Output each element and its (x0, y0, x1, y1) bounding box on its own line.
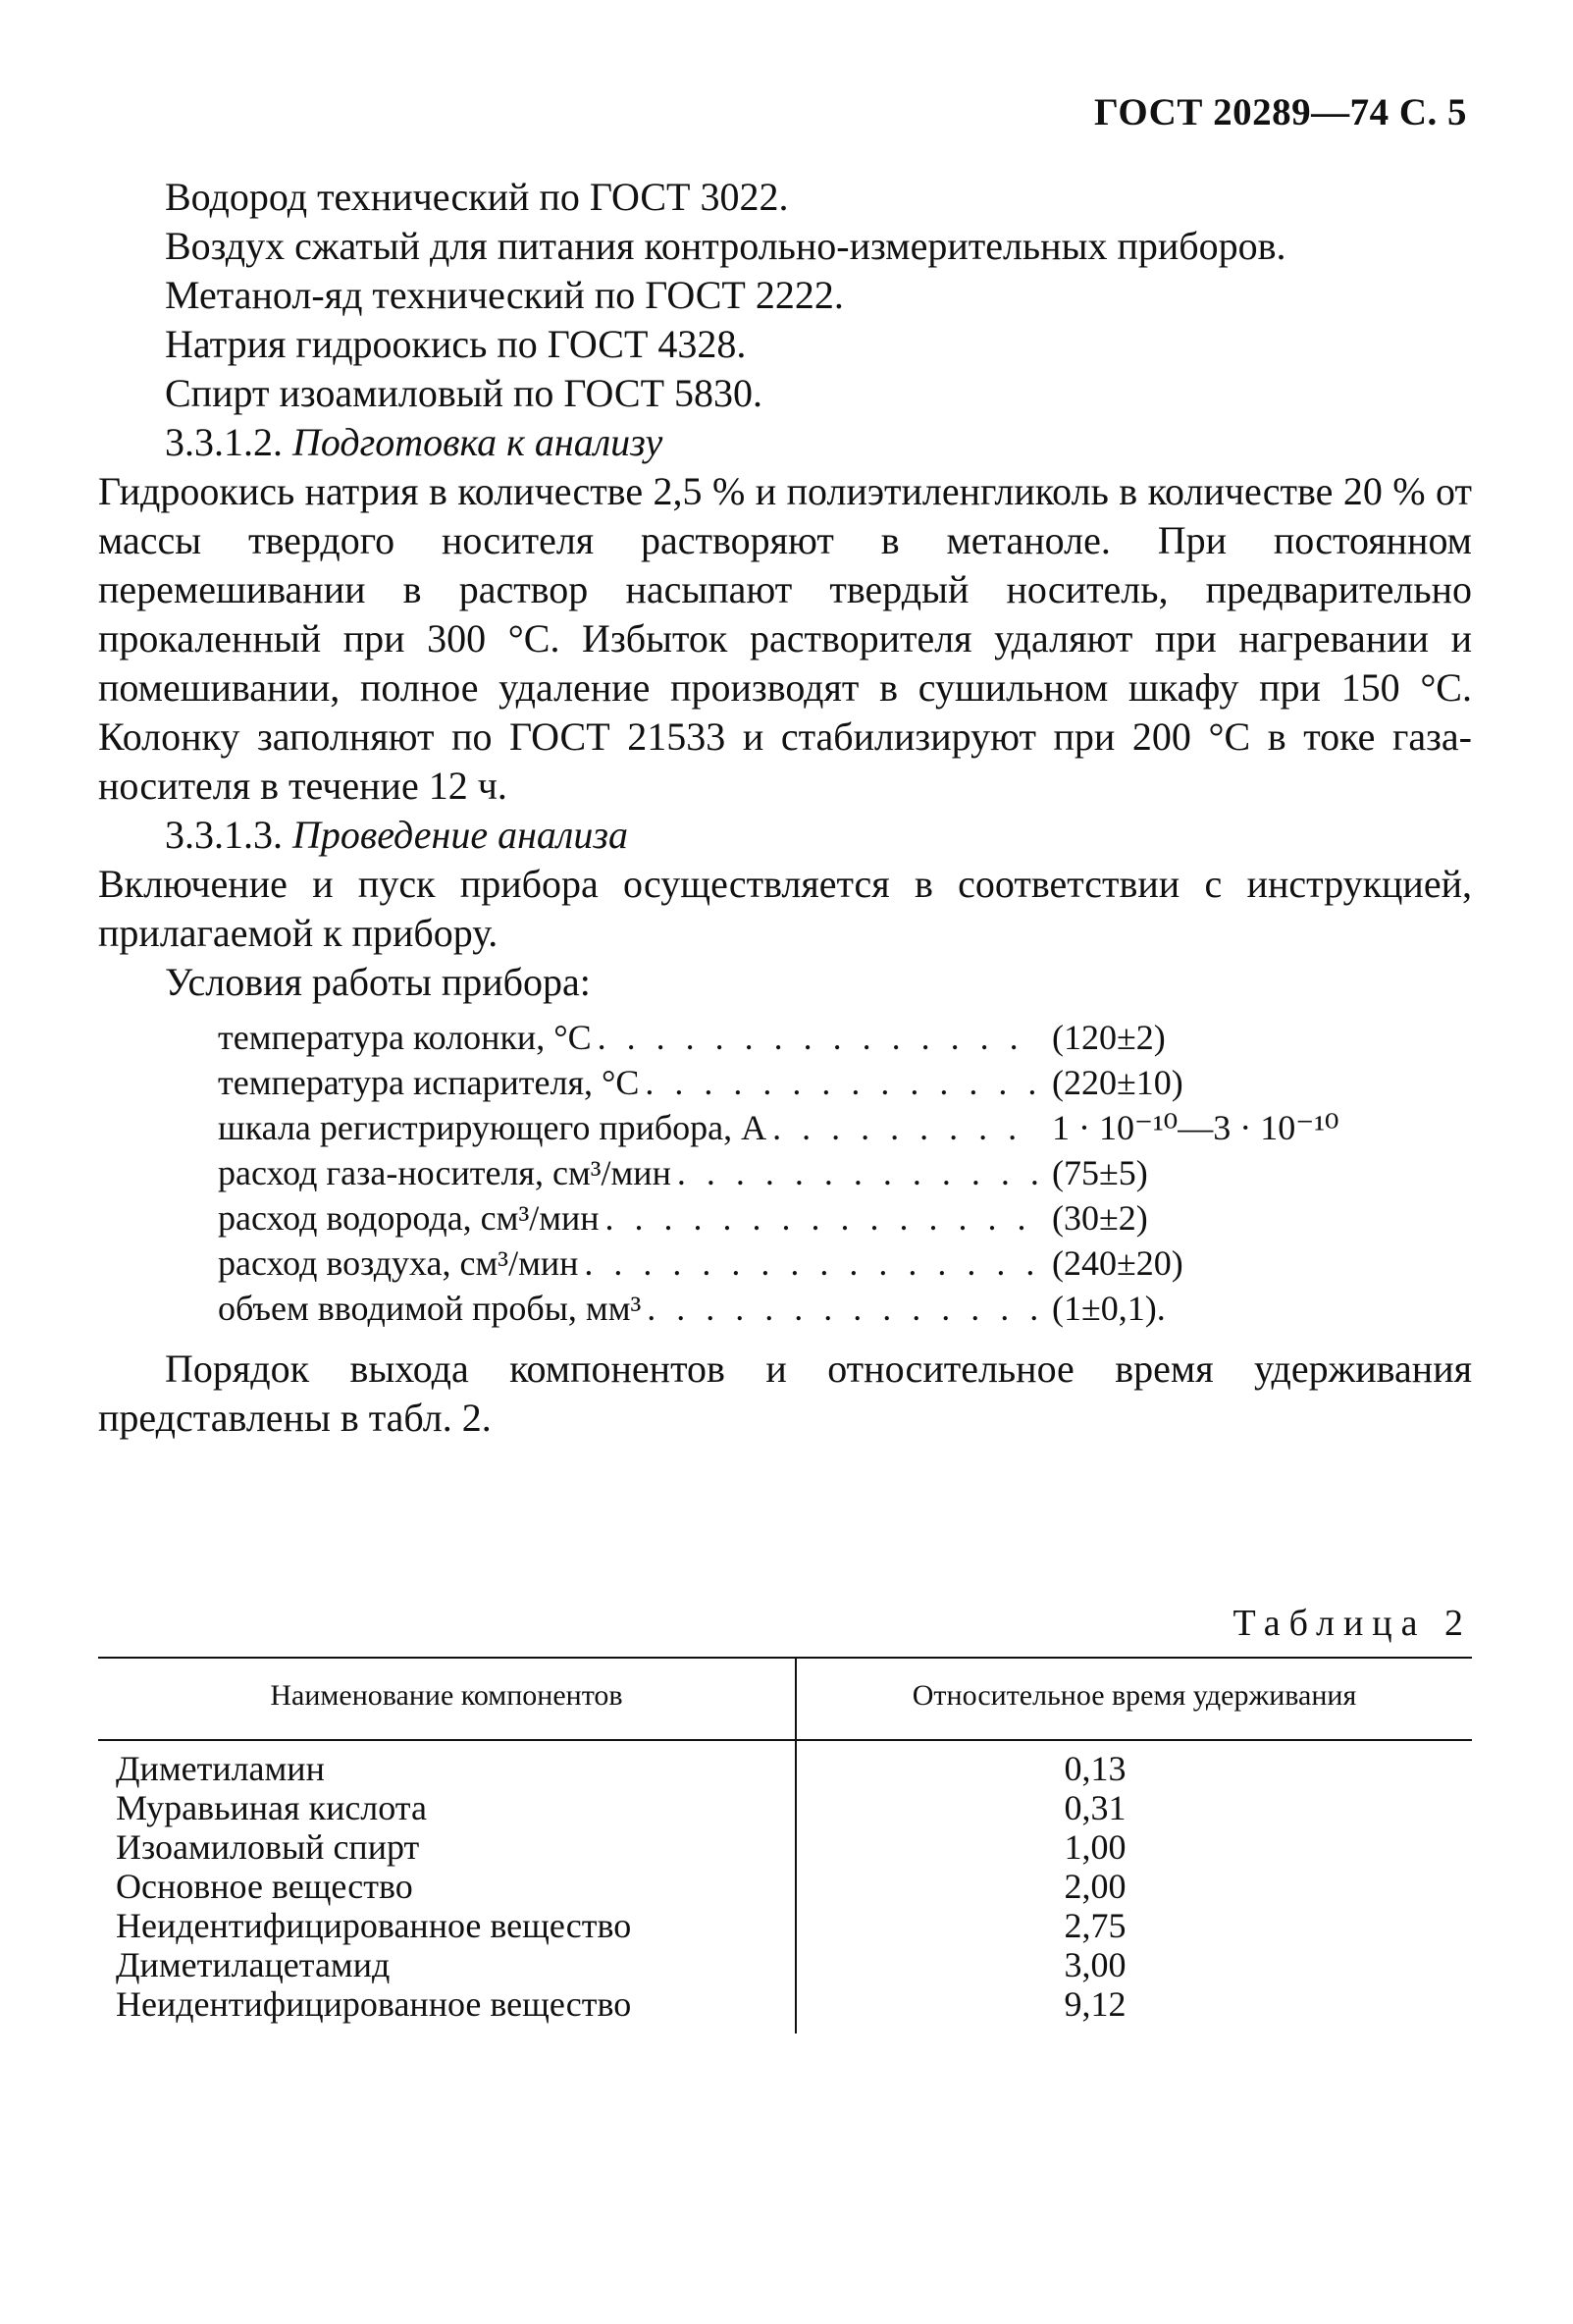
conditions-list (218, 1015, 1472, 1331)
retention-value: 0,31 (1064, 1788, 1127, 1827)
condition-row (218, 1150, 1405, 1195)
condition-value: (1±0,1). (1052, 1289, 1166, 1328)
condition-row (218, 1241, 1405, 1286)
condition-value: (240±20) (1052, 1243, 1183, 1283)
table-row (98, 1984, 1472, 2034)
condition-row (218, 1105, 1405, 1150)
leader-dots (592, 1015, 1038, 1060)
column-header-retention: Относительное время удерживания (796, 1658, 1472, 1740)
table-row (98, 1788, 1472, 1827)
condition-label: шкала регистрирующего прибора, А (218, 1108, 767, 1147)
section-number: 3.3.1.2. (165, 420, 283, 464)
condition-label: температура испарителя, °С (218, 1063, 640, 1102)
paragraph-preparation: Гидроокись натрия в количестве 2,5 % и полиэтиленгликоль в количестве 20 % от массы твердого носителя растворяют в метаноле. При постоянном перемешивании в раствор насыпают твердый носитель, предварительно прокаленный при 300 °С. Избыток растворителя удаляют при нагревании и помешивании, полное удаление производят в сушильном шкафу при 150 °С. Колонку заполняют по ГОСТ 21533 и стабилизируют при 200 °С в токе газа-носителя в течение 12 ч. (98, 469, 1472, 808)
section-heading-preparation (98, 418, 1472, 467)
component-name: Муравьиная кислота (98, 1788, 796, 1827)
table-header-row (98, 1658, 1472, 1740)
component-name: Диметиламин (98, 1740, 796, 1788)
component-name: Изоамиловый спирт (98, 1827, 796, 1867)
table-row (98, 1827, 1472, 1867)
leader-dots (671, 1150, 1038, 1195)
leader-dots (578, 1241, 1038, 1286)
leader-dots (600, 1195, 1038, 1241)
condition-row (218, 1195, 1405, 1241)
condition-label: объем вводимой пробы, мм³ (218, 1289, 642, 1328)
body-text (98, 173, 1472, 1443)
paragraph-sodium-hydroxide: Натрия гидроокись по ГОСТ 4328. (165, 322, 747, 366)
condition-label: расход водорода, см³/мин (218, 1198, 600, 1238)
retention-value: 0,13 (1064, 1749, 1127, 1788)
condition-label: температура колонки, °С (218, 1018, 592, 1057)
retention-value: 9,12 (1064, 1984, 1127, 2024)
retention-table (98, 1657, 1472, 2034)
component-name: Основное вещество (98, 1867, 796, 1906)
condition-label: расход газа-носителя, см³/мин (218, 1153, 671, 1192)
retention-value: 2,75 (1064, 1906, 1127, 1945)
retention-value: 2,00 (1064, 1867, 1127, 1906)
page-header: ГОСТ 20289—74 С. 5 (1094, 91, 1467, 133)
leader-dots (639, 1060, 1038, 1105)
retention-value: 3,00 (1064, 1945, 1127, 1984)
paragraph-operating-conditions: Условия работы прибора: (165, 960, 591, 1004)
condition-row (218, 1015, 1405, 1060)
leader-dots (641, 1286, 1038, 1331)
condition-value: 1 · 10⁻¹⁰—3 · 10⁻¹⁰ (1052, 1108, 1339, 1147)
table-caption: Таблица 2 (1232, 1603, 1472, 1644)
paragraph-hydrogen: Водород технический по ГОСТ 3022. (165, 175, 789, 219)
table-row (98, 1906, 1472, 1945)
table-row (98, 1740, 1472, 1788)
section-number: 3.3.1.3. (165, 813, 283, 857)
paragraph-compressed-air: Воздух сжатый для питания контрольно-измерительных приборов. (165, 224, 1286, 268)
component-name: Неидентифицированное вещество (98, 1906, 796, 1945)
condition-row (218, 1286, 1405, 1331)
leader-dots (766, 1105, 1038, 1150)
table-row (98, 1867, 1472, 1906)
retention-value: 1,00 (1064, 1827, 1127, 1867)
section-title: Проведение анализа (292, 813, 628, 857)
table-row (98, 1945, 1472, 1984)
condition-value: (120±2) (1052, 1018, 1166, 1057)
paragraph-instrument-start: Включение и пуск прибора осуществляется в соответствии с инструкцией, прилагаемой к прибору. (98, 862, 1472, 955)
paragraph-methanol: Метанол-яд технический по ГОСТ 2222. (165, 273, 844, 317)
condition-value: (30±2) (1052, 1198, 1148, 1238)
condition-value: (75±5) (1052, 1153, 1148, 1192)
paragraph-isoamyl-alcohol: Спирт изоамиловый по ГОСТ 5830. (165, 371, 763, 415)
component-name: Диметилацетамид (98, 1945, 796, 1984)
component-name: Неидентифицированное вещество (98, 1984, 796, 2034)
condition-row (218, 1060, 1405, 1105)
paragraph-component-order: Порядок выхода компонентов и относительное время удерживания представлены в табл. 2. (98, 1347, 1472, 1440)
condition-label: расход воздуха, см³/мин (218, 1243, 579, 1283)
section-heading-analysis (98, 811, 1472, 860)
column-header-components: Наименование компонентов (98, 1658, 796, 1740)
section-title: Подготовка к анализу (292, 420, 663, 464)
condition-value: (220±10) (1052, 1063, 1183, 1102)
